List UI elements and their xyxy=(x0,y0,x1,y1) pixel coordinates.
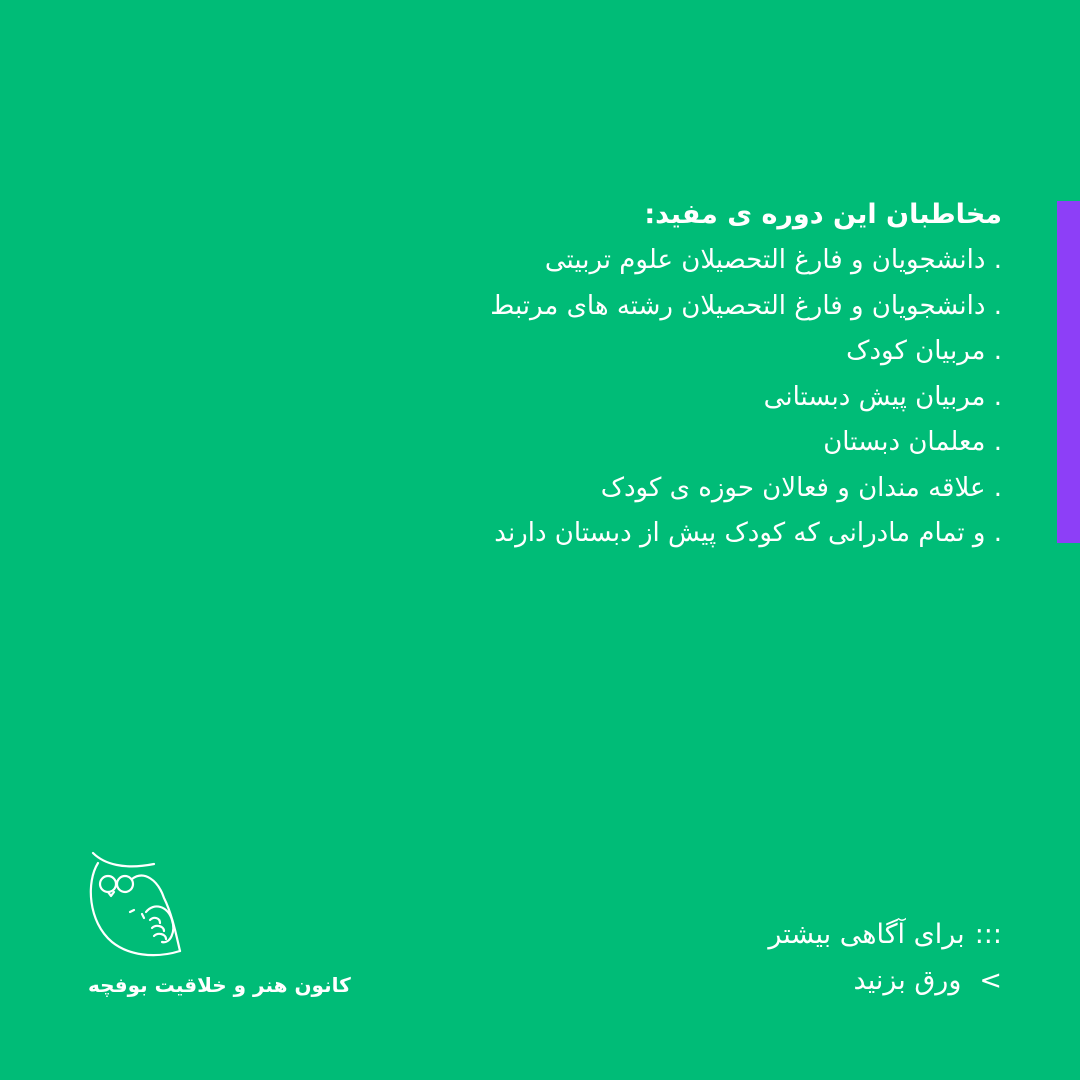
owl-icon xyxy=(84,850,194,965)
list-item: . علاقه مندان و فعالان حوزه ی کودک xyxy=(600,472,1002,503)
list-item: . دانشجویان و فارغ التحصیلان علوم تربیتی xyxy=(544,245,1002,275)
audience-section xyxy=(362,192,1002,557)
accent-bar xyxy=(1057,201,1080,543)
list-item: . مربیان پیش دبستانی xyxy=(763,381,1002,412)
dots-icon: ::: xyxy=(974,919,1002,950)
swipe-hint-line-2 xyxy=(768,958,1002,1004)
audience-heading: مخاطبان این دوره ی مفید: xyxy=(644,199,1002,230)
chevron-right-icon: > xyxy=(979,965,1002,996)
audience-list xyxy=(362,238,1002,557)
swipe-hint-text-1: برای آگاهی بیشتر xyxy=(768,919,965,950)
list-item: . و تمام مادرانی که کودک پیش از دبستان دارند xyxy=(494,518,1002,548)
swipe-hint-line-1 xyxy=(768,912,1002,958)
list-item: . دانشجویان و فارغ التحصیلان رشته های مرتبط xyxy=(490,290,1002,321)
swipe-hint-text-2: ورق بزنید xyxy=(853,965,962,996)
list-item: . مربیان کودک xyxy=(846,336,1002,366)
brand-name: کانون هنر و خلاقیت بوفچه xyxy=(88,973,351,997)
swipe-hint[interactable] xyxy=(768,912,1002,1004)
list-item: . معلمان دبستان xyxy=(823,427,1002,457)
